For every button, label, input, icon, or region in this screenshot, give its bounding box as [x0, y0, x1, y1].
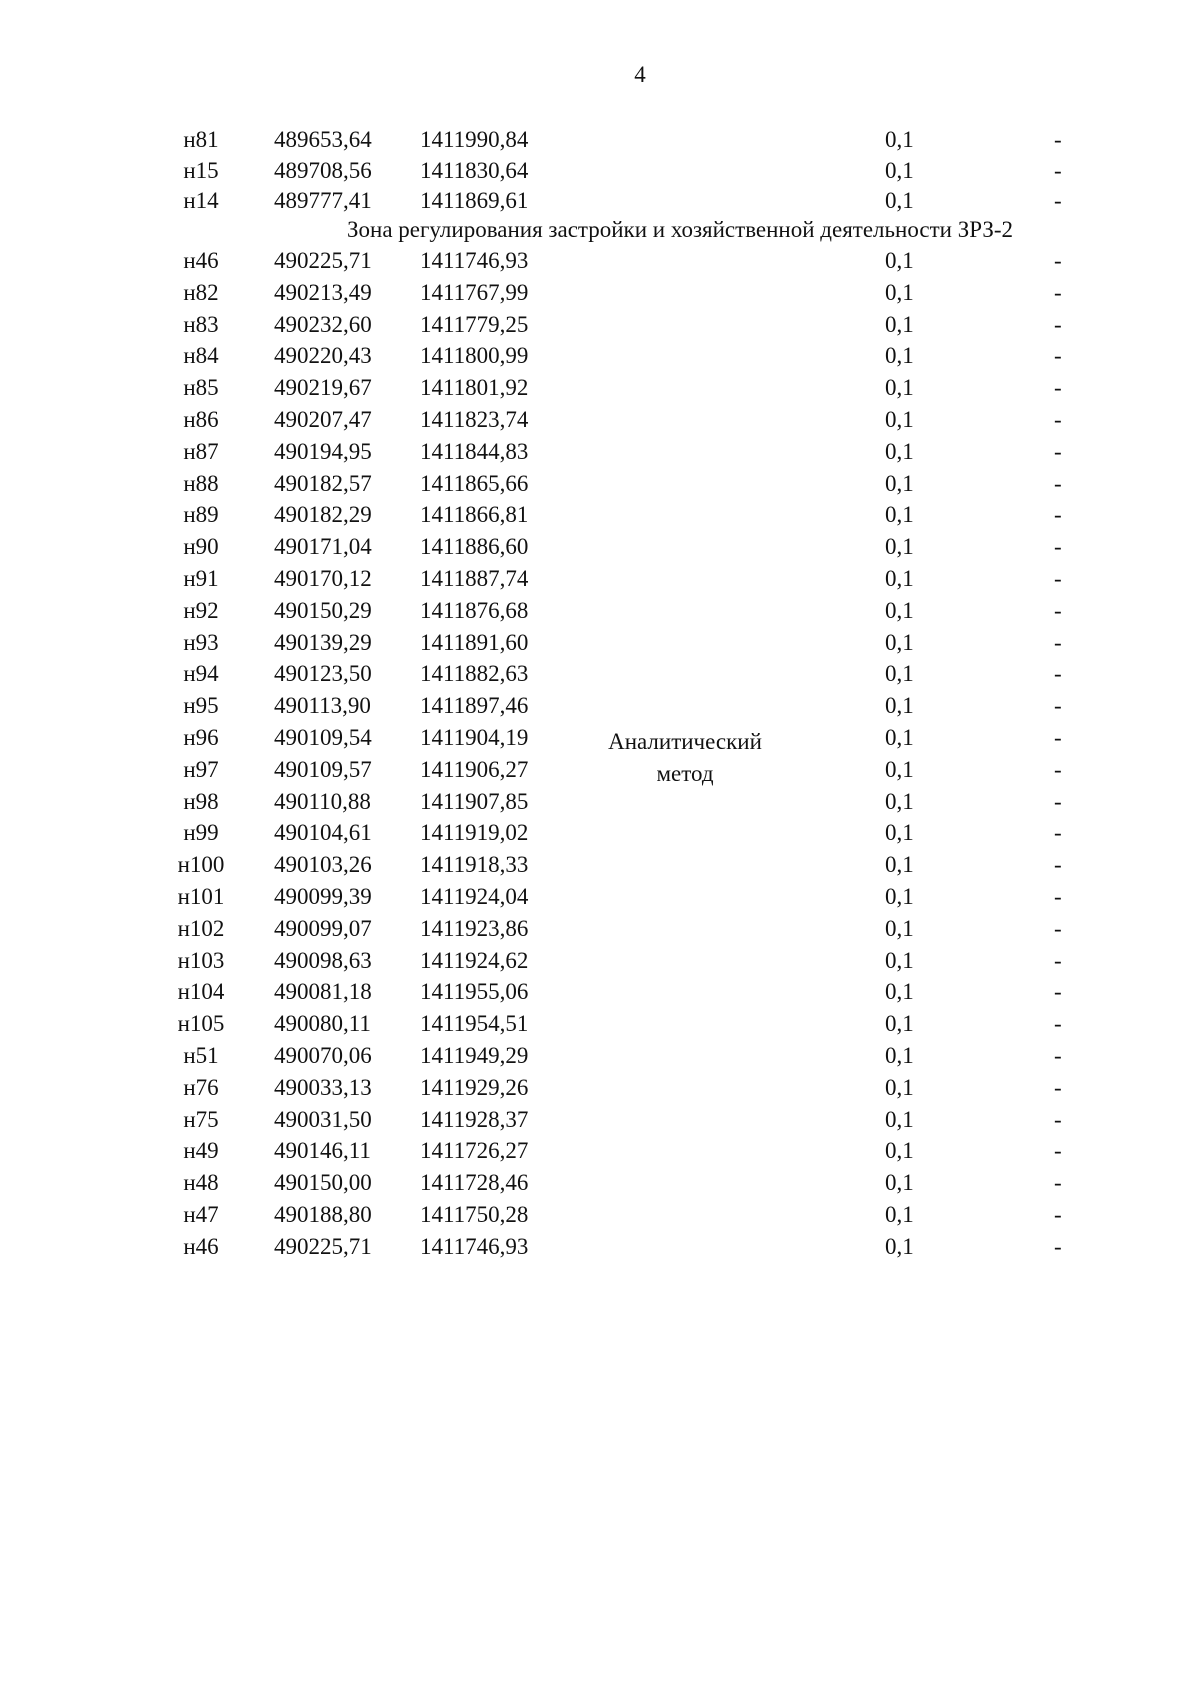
x-coordinate: 490033,13: [274, 1074, 372, 1100]
accuracy-value: 0,1: [885, 629, 914, 655]
point-number: н105: [177, 1011, 225, 1037]
accuracy-value: 0,1: [885, 820, 914, 846]
point-number: н87: [183, 438, 219, 464]
x-coordinate: 490139,29: [274, 629, 372, 655]
y-coordinate: 1411906,27: [420, 756, 529, 782]
y-coordinate: 1411800,99: [420, 343, 529, 369]
y-coordinate: 1411928,37: [420, 1106, 529, 1132]
table-row: [0, 278, 1200, 308]
point-number: н98: [183, 788, 219, 814]
accuracy-value: 0,1: [885, 756, 914, 782]
point-number: н14: [183, 188, 219, 213]
x-coordinate: 490109,54: [274, 725, 372, 750]
point-number: н88: [183, 470, 219, 496]
accuracy-value: 0,1: [885, 1138, 914, 1164]
dash-cell: -: [1054, 915, 1062, 941]
point-number: н81: [183, 127, 219, 152]
dash-cell: -: [1054, 566, 1062, 591]
method-label-line2: метод: [656, 761, 714, 786]
table-row: [0, 1232, 1200, 1262]
accuracy-value: 0,1: [885, 1011, 914, 1037]
x-coordinate: 490031,50: [274, 1106, 372, 1132]
accuracy-value: 0,1: [885, 597, 914, 623]
x-coordinate: 490150,00: [274, 1170, 372, 1196]
dash-cell: -: [1054, 502, 1062, 528]
y-coordinate: 1411869,61: [420, 188, 529, 213]
y-coordinate: 1411767,99: [420, 279, 529, 305]
x-coordinate: 490182,29: [274, 502, 372, 528]
point-number: н91: [183, 566, 219, 591]
dash-cell: -: [1054, 248, 1062, 273]
dash-cell: -: [1054, 725, 1062, 750]
table-row: [0, 628, 1200, 658]
accuracy-value: 0,1: [885, 127, 914, 152]
y-coordinate: 1411955,06: [420, 979, 529, 1005]
dash-cell: -: [1054, 470, 1062, 496]
x-coordinate: 490188,80: [274, 1202, 372, 1227]
point-number: н101: [177, 884, 225, 909]
table-row: [0, 373, 1200, 403]
point-number: н100: [177, 852, 225, 878]
dash-cell: -: [1054, 852, 1062, 878]
table-row: [0, 1041, 1200, 1071]
y-coordinate: 1411866,81: [420, 502, 529, 528]
table-row: [0, 1136, 1200, 1166]
dash-cell: -: [1054, 693, 1062, 719]
point-number: н86: [183, 407, 219, 432]
method-label-line1: Аналитический: [608, 729, 762, 754]
point-number: н89: [183, 502, 219, 528]
accuracy-value: 0,1: [885, 1170, 914, 1196]
point-number: н95: [183, 693, 219, 719]
dash-cell: -: [1054, 979, 1062, 1005]
table-row: [0, 186, 1200, 216]
y-coordinate: 1411924,62: [420, 947, 529, 973]
point-number: н84: [183, 343, 219, 369]
x-coordinate: 490146,11: [274, 1138, 371, 1164]
point-number: н85: [183, 375, 219, 401]
x-coordinate: 490150,29: [274, 597, 372, 623]
dash-cell: -: [1054, 820, 1062, 846]
y-coordinate: 1411823,74: [420, 407, 529, 432]
dash-cell: -: [1054, 343, 1062, 369]
page-number: 4: [634, 62, 646, 87]
y-coordinate: 1411954,51: [420, 1011, 529, 1037]
y-coordinate: 1411750,28: [420, 1202, 529, 1227]
y-coordinate: 1411949,29: [420, 1043, 529, 1068]
dash-cell: -: [1054, 629, 1062, 655]
x-coordinate: 490171,04: [274, 534, 372, 560]
x-coordinate: 490099,07: [274, 915, 372, 941]
accuracy-value: 0,1: [885, 852, 914, 878]
y-coordinate: 1411918,33: [420, 852, 529, 878]
point-number: н46: [183, 1233, 219, 1259]
x-coordinate: 490182,57: [274, 470, 372, 496]
x-coordinate: 490080,11: [274, 1011, 371, 1037]
accuracy-value: 0,1: [885, 915, 914, 941]
accuracy-value: 0,1: [885, 470, 914, 496]
point-number: н93: [183, 629, 219, 655]
y-coordinate: 1411830,64: [420, 157, 529, 183]
dash-cell: -: [1054, 1138, 1062, 1164]
x-coordinate: 490207,47: [274, 407, 372, 432]
dash-cell: -: [1054, 756, 1062, 782]
y-coordinate: 1411886,60: [420, 534, 529, 560]
accuracy-value: 0,1: [885, 1043, 914, 1068]
dash-cell: -: [1054, 157, 1062, 183]
x-coordinate: 490220,43: [274, 343, 372, 369]
accuracy-value: 0,1: [885, 979, 914, 1005]
table-row: [0, 914, 1200, 944]
x-coordinate: 490098,63: [274, 947, 372, 973]
point-number: н82: [183, 279, 219, 305]
table-row: [0, 946, 1200, 976]
table-row: [0, 787, 1200, 817]
point-number: н104: [177, 979, 225, 1005]
accuracy-value: 0,1: [885, 534, 914, 560]
table-row: [0, 1200, 1200, 1230]
point-number: н75: [183, 1106, 219, 1132]
y-coordinate: 1411897,46: [420, 693, 529, 719]
accuracy-value: 0,1: [885, 502, 914, 528]
x-coordinate: 490219,67: [274, 375, 372, 401]
accuracy-value: 0,1: [885, 279, 914, 305]
accuracy-value: 0,1: [885, 343, 914, 369]
point-number: н51: [183, 1043, 219, 1068]
x-coordinate: 490103,26: [274, 852, 372, 878]
y-coordinate: 1411746,93: [420, 248, 529, 273]
y-coordinate: 1411801,92: [420, 375, 529, 401]
y-coordinate: 1411779,25: [420, 311, 529, 337]
x-coordinate: 490213,49: [274, 279, 372, 305]
y-coordinate: 1411844,83: [420, 438, 529, 464]
dash-cell: -: [1054, 884, 1062, 909]
y-coordinate: 1411919,02: [420, 820, 529, 846]
accuracy-value: 0,1: [885, 1202, 914, 1227]
table-row: [0, 437, 1200, 467]
table-row: [0, 156, 1200, 186]
y-coordinate: 1411865,66: [420, 470, 529, 496]
table-row: [0, 125, 1200, 155]
table-row: [0, 310, 1200, 340]
x-coordinate: 490104,61: [274, 820, 372, 846]
accuracy-value: 0,1: [885, 311, 914, 337]
x-coordinate: 489777,41: [274, 188, 372, 213]
dash-cell: -: [1054, 1233, 1062, 1259]
accuracy-value: 0,1: [885, 375, 914, 401]
dash-cell: -: [1054, 1106, 1062, 1132]
y-coordinate: 1411924,04: [420, 884, 529, 909]
point-number: н48: [183, 1170, 219, 1196]
y-coordinate: 1411923,86: [420, 915, 529, 941]
y-coordinate: 1411876,68: [420, 597, 529, 623]
dash-cell: -: [1054, 661, 1062, 687]
table-row: [0, 1168, 1200, 1198]
point-number: н90: [183, 534, 219, 560]
x-coordinate: 490194,95: [274, 438, 372, 464]
table-row: [0, 246, 1200, 276]
x-coordinate: 490123,50: [274, 661, 372, 687]
dash-cell: -: [1054, 188, 1062, 213]
x-coordinate: 490099,39: [274, 884, 372, 909]
x-coordinate: 490070,06: [274, 1043, 372, 1068]
point-number: н47: [183, 1202, 219, 1227]
accuracy-value: 0,1: [885, 248, 914, 273]
x-coordinate: 490110,88: [274, 788, 371, 814]
y-coordinate: 1411746,93: [420, 1233, 529, 1259]
dash-cell: -: [1054, 788, 1062, 814]
accuracy-value: 0,1: [885, 884, 914, 909]
point-number: н96: [183, 725, 219, 750]
accuracy-value: 0,1: [885, 661, 914, 687]
accuracy-value: 0,1: [885, 725, 914, 750]
dash-cell: -: [1054, 438, 1062, 464]
point-number: н97: [183, 756, 219, 782]
y-coordinate: 1411726,27: [420, 1138, 529, 1164]
point-number: н46: [183, 248, 219, 273]
dash-cell: -: [1054, 597, 1062, 623]
y-coordinate: 1411728,46: [420, 1170, 529, 1196]
x-coordinate: 490109,57: [274, 756, 372, 782]
y-coordinate: 1411990,84: [420, 127, 529, 152]
dash-cell: -: [1054, 375, 1062, 401]
y-coordinate: 1411882,63: [420, 661, 529, 687]
point-number: н15: [183, 157, 219, 183]
accuracy-value: 0,1: [885, 788, 914, 814]
x-coordinate: 490113,90: [274, 693, 371, 719]
point-number: н99: [183, 820, 219, 846]
table-row: [0, 405, 1200, 435]
point-number: н92: [183, 597, 219, 623]
dash-cell: -: [1054, 127, 1062, 152]
dash-cell: -: [1054, 279, 1062, 305]
accuracy-value: 0,1: [885, 1233, 914, 1259]
dash-cell: -: [1054, 1074, 1062, 1100]
dash-cell: -: [1054, 407, 1062, 432]
x-coordinate: 490170,12: [274, 566, 372, 591]
table-row: [0, 532, 1200, 562]
x-coordinate: 490225,71: [274, 248, 372, 273]
table-row: [0, 596, 1200, 626]
dash-cell: -: [1054, 1043, 1062, 1068]
zone-title: Зона регулирования застройки и хозяйственной деятельности ЗРЗ-2: [346, 217, 1013, 242]
dash-cell: -: [1054, 1170, 1062, 1196]
dash-cell: -: [1054, 1011, 1062, 1037]
accuracy-value: 0,1: [885, 693, 914, 719]
accuracy-value: 0,1: [885, 1106, 914, 1132]
accuracy-value: 0,1: [885, 566, 914, 591]
y-coordinate: 1411904,19: [420, 725, 529, 750]
table-row: [0, 1073, 1200, 1103]
dash-cell: -: [1054, 534, 1062, 560]
table-row: [0, 1009, 1200, 1039]
y-coordinate: 1411929,26: [420, 1074, 529, 1100]
table-row: [0, 500, 1200, 530]
table-row: [0, 977, 1200, 1007]
point-number: н102: [177, 915, 225, 941]
point-number: н83: [183, 311, 219, 337]
table-row: [0, 659, 1200, 689]
x-coordinate: 490081,18: [274, 979, 372, 1005]
point-number: н103: [177, 947, 225, 973]
dash-cell: -: [1054, 311, 1062, 337]
x-coordinate: 490232,60: [274, 311, 372, 337]
dash-cell: -: [1054, 947, 1062, 973]
accuracy-value: 0,1: [885, 188, 914, 213]
x-coordinate: 489653,64: [274, 127, 372, 152]
table-row: [0, 469, 1200, 499]
table-row: [0, 882, 1200, 912]
accuracy-value: 0,1: [885, 407, 914, 432]
point-number: н94: [183, 661, 219, 687]
point-number: н76: [183, 1074, 219, 1100]
point-number: н49: [183, 1138, 219, 1164]
x-coordinate: 489708,56: [274, 157, 372, 183]
x-coordinate: 490225,71: [274, 1233, 372, 1259]
accuracy-value: 0,1: [885, 438, 914, 464]
y-coordinate: 1411891,60: [420, 629, 529, 655]
dash-cell: -: [1054, 1202, 1062, 1227]
accuracy-value: 0,1: [885, 1074, 914, 1100]
table-row: [0, 818, 1200, 848]
accuracy-value: 0,1: [885, 157, 914, 183]
table-row: [0, 341, 1200, 371]
table-row: [0, 691, 1200, 721]
table-row: [0, 564, 1200, 594]
y-coordinate: 1411887,74: [420, 566, 529, 591]
table-row: [0, 1105, 1200, 1135]
accuracy-value: 0,1: [885, 947, 914, 973]
y-coordinate: 1411907,85: [420, 788, 529, 814]
table-row: [0, 850, 1200, 880]
